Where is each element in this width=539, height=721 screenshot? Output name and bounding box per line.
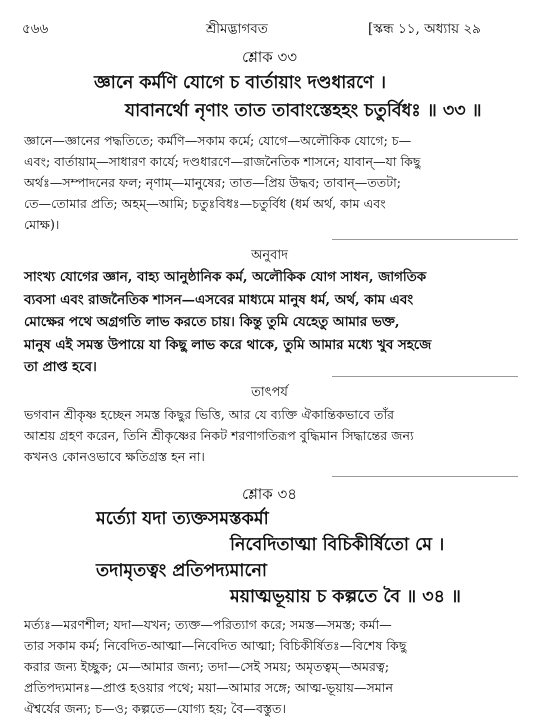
shloka-33-synonyms xyxy=(24,130,516,235)
translation-line: তা প্রাপ্ত হবে। xyxy=(24,359,97,375)
synonym-line: অর্থঃ—সম্পাদনের ফল; নৃণাম্—মানুষের; তাত—প্রিয় উদ্ধব; তাবান্—ততটা; xyxy=(24,175,402,190)
shloka-34-verse-line-1: মর্ত্যো যদা ত্যক্তসমস্তকর্মা xyxy=(96,509,269,529)
synonym-line: তার সকাম কর্ম; নিবেদিত-আত্মা—নিবেদিত আত্মা; বিচিকীর্ষিতঃ—বিশেষ কিছু xyxy=(24,638,407,653)
purport-line: কখনও কোনওভাবে ক্ষতিগ্রস্ত হন না। xyxy=(24,449,205,464)
translation-line: মানুষ এই সমস্ত উপায়ে যা কিছু লাভ করে থাকে, তুমি আমার মধ্যে খুব সহজে xyxy=(24,336,432,353)
purport-heading: তাৎপর্য xyxy=(251,385,288,400)
purport-line: ভগবান শ্রীকৃষ্ণ হচ্ছেন সমস্ত কিছুর ভিত্তি, আর যে ব্যক্তি ঐকান্তিকভাবে তাঁর xyxy=(24,407,395,422)
shloka-33-purport xyxy=(24,404,516,467)
book-title: শ্রীমদ্ভাগবত xyxy=(206,21,268,37)
shloka-34-verse-line-4: ময়াত্মভূয়ায় চ কল্পতে বৈ ॥ ৩৪ ॥ xyxy=(230,587,461,607)
synonym-line: মোক্ষ)। xyxy=(24,217,60,232)
purport-line: আশ্রয় গ্রহণ করেন, তিনি শ্রীকৃষ্ণের নিকট শরণাগতিরূপ বুদ্ধিমান সিদ্ধান্তের জন্য xyxy=(24,428,414,443)
shloka-34-synonyms xyxy=(24,614,516,719)
translation-line: ব্যবসা এবং রাজনৈতিক শাসন—এসবের মাধ্যমে মানুষ ধর্ম, অর্থ, কাম এবং xyxy=(24,291,414,308)
shloka-33-translation xyxy=(24,266,516,379)
synonym-line: মর্ত্যঃ—মরণশীল; যদা—যখন; ত্যক্ত—পরিত্যাগ করে; সমস্ত—সমস্ত; কর্মা— xyxy=(24,617,392,632)
shloka-33-verse-line-1: জ্ঞানে কর্মণি যোগে চ বার্তায়াং দণ্ডধারণে । xyxy=(94,73,386,93)
shloka-33-heading: শ্লোক ৩৩ xyxy=(242,48,297,66)
section-divider xyxy=(332,376,518,377)
translation-line: মোক্ষের পথে অগ্রগতি লাভ করতে চায়। কিন্তু তুমি যেহেতু আমার ভক্ত, xyxy=(24,314,400,330)
section-divider xyxy=(332,239,518,240)
translation-line: সাংখ্য যোগের জ্ঞান, বাহ্য আনুষ্ঠানিক কর্ম, অলৌকিক যোগ সাধন, জাগতিক xyxy=(24,269,427,285)
synonym-line: ঐশ্বর্যের জন্য; চ—ও; কল্পতে—যোগ্য হয়; বৈ—বস্তুত। xyxy=(24,701,286,716)
shloka-34-verse-line-2: নিবেদিতাত্মা বিচিকীর্ষিতো মে । xyxy=(230,535,445,555)
shloka-34-heading: শ্লোক ৩৪ xyxy=(242,485,297,503)
synonym-line: করার জন্য ইচ্ছুক; মে—আমার জন্য; তদা—সেই সময়; অমৃতত্বম্—অমরত্ব; xyxy=(24,659,390,674)
synonym-line: তে—তোমার প্রতি; অহম্—আমি; চতুঃবিধঃ—চতুর্বিধ (ধর্ম অর্থ, কাম এবং xyxy=(24,196,386,211)
synonym-line: প্রতিপদ্যমানঃ—প্রাপ্ত হওয়ার পথে; ময়া—আমার সঙ্গে; আত্ম-ভূয়ায়—সমান xyxy=(24,680,393,695)
chapter-reference: [স্কন্ধ ১১, অধ্যায় ২৯ xyxy=(368,21,481,37)
section-divider xyxy=(332,476,518,477)
shloka-34-verse-line-3: তদামৃতত্বং প্রতিপদ্যমানো xyxy=(96,561,268,581)
synonym-line: জ্ঞানে—জ্ঞানের পদ্ধতিতে; কর্মণি—সকাম কর্মে; যোগে—অলৌকিক যোগে; চ— xyxy=(24,133,412,148)
page-number: ৫৬৬ xyxy=(22,21,49,37)
translation-heading: অনুবাদ xyxy=(251,248,288,263)
synonym-line: এবং; বার্তায়াম্—সাধারণ কার্যে; দণ্ডধারণে—রাজনৈতিক শাসনে; যাবান্—যা কিছু xyxy=(24,154,421,169)
shloka-33-verse-line-2: যাবানর্থো নৃণাং তাত তাবাংস্তেহহং চতুর্বিধঃ ॥ ৩৩ ॥ xyxy=(125,101,482,121)
